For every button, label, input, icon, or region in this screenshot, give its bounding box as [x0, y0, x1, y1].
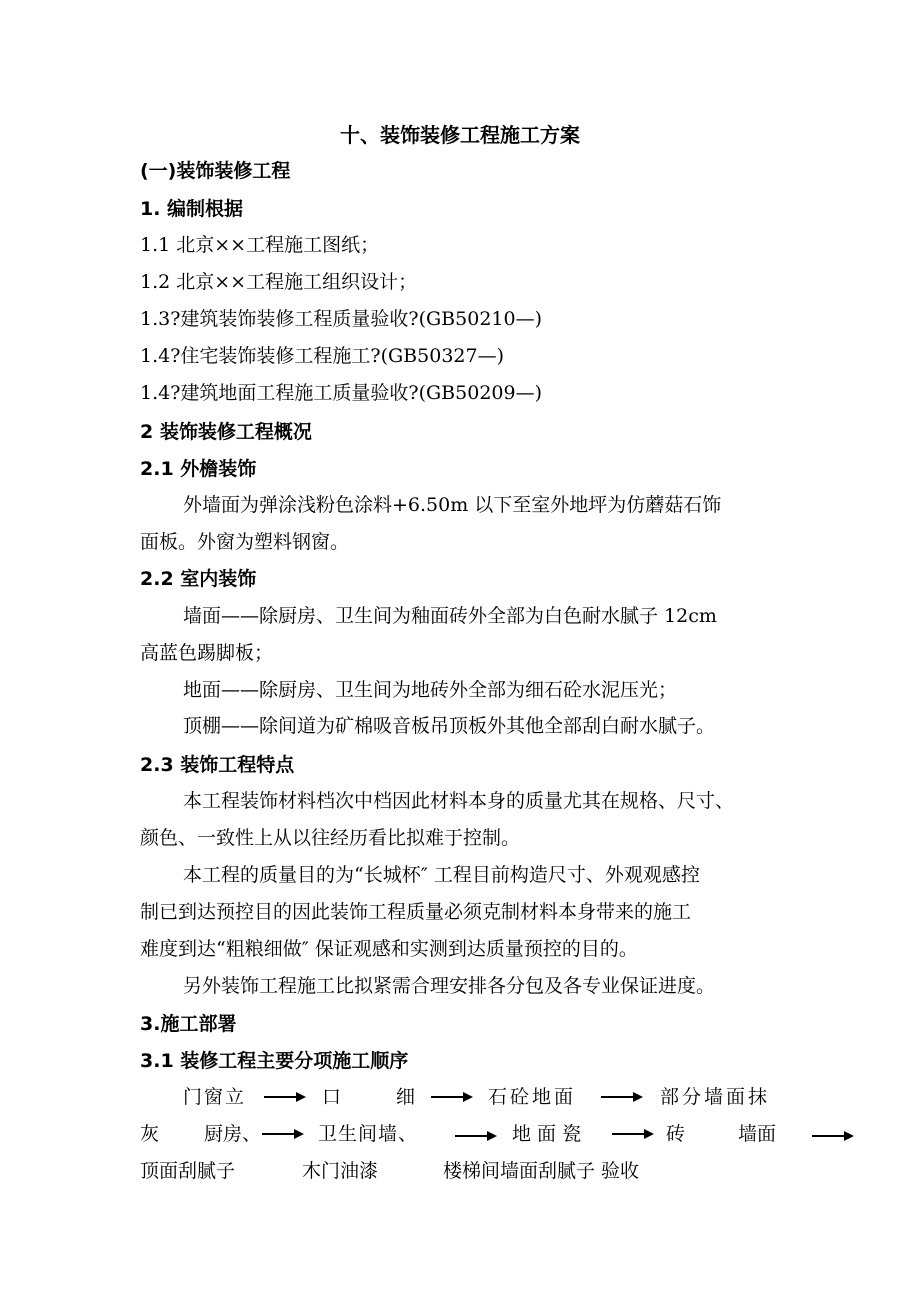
arrow-right-icon [612, 1129, 654, 1139]
arrow-right-icon [601, 1092, 643, 1102]
paragraph-line: 颜色、一致性上从以往经历看比拟难于控制。 [140, 827, 521, 849]
sequence-step: 石砼地面 [488, 1086, 577, 1108]
paragraph-line: 本工程装饰材料档次中档因此材料本身的质量尤其在规格、尺寸、 [183, 790, 735, 812]
exterior-heading: 2.1 外檐装饰 [140, 458, 257, 480]
interior-heading: 2.2 室内装饰 [140, 568, 257, 590]
basis-item: 1.4?住宅装饰装修工程施工?(GB50327—) [140, 345, 504, 367]
sequence-step: 墙面 [738, 1123, 777, 1145]
sequence-step: 口 [322, 1086, 342, 1108]
basis-item: 1.2 北京××工程施工组织设计； [140, 271, 418, 293]
paragraph-line: 地面——除厨房、卫生间为地砖外全部为细石砼水泥压光； [183, 679, 678, 701]
sequence-step: 地 面 瓷 [512, 1123, 582, 1145]
paragraph-line: 面板。外窗为塑料钢窗。 [140, 531, 350, 553]
deployment-heading: 3.施工部署 [140, 1013, 237, 1035]
paragraph-line: 本工程的质量目的为“长城杯″ 工程目前构造尺寸、外观观感控 [183, 864, 700, 886]
paragraph-line: 另外装饰工程施工比拟紧需合理安排各分包及各专业保证进度。 [183, 975, 716, 997]
arrow-right-icon [812, 1131, 854, 1141]
paragraph-line: 高蓝色踢脚板； [140, 642, 274, 664]
basis-item: 1.1 北京××工程施工图纸； [140, 234, 380, 256]
paragraph-line: 难度到达“粗粮细做″ 保证观感和实测到达质量预控的目的。 [140, 938, 638, 960]
sequence-step: 砖 [666, 1123, 686, 1145]
basis-heading: 1. 编制根据 [140, 198, 244, 220]
arrow-right-icon [264, 1092, 306, 1102]
sequence-step: 顶面刮腻子 [140, 1160, 236, 1182]
basis-item: 1.4?建筑地面工程施工质量验收?(GB50209—) [140, 382, 542, 404]
arrow-right-icon [431, 1092, 473, 1102]
sequence-step: 楼梯间墙面刮腻子 验收 [443, 1160, 640, 1182]
basis-item: 1.3?建筑装饰装修工程质量验收?(GB50210—) [140, 308, 542, 330]
sequence-step: 门窗立 [183, 1086, 247, 1108]
sequence-step: 细 [396, 1086, 416, 1108]
arrow-right-icon [455, 1131, 497, 1141]
page-title: 十、装饰装修工程施工方案 [340, 123, 580, 147]
sequence-heading: 3.1 装修工程主要分项施工顺序 [140, 1050, 409, 1072]
sequence-step: 厨房、 [204, 1123, 262, 1145]
section-heading: (一)装饰装修工程 [140, 160, 291, 182]
sequence-step: 木门油漆 [302, 1160, 379, 1182]
arrow-right-icon [262, 1129, 304, 1139]
features-heading: 2.3 装饰工程特点 [140, 754, 295, 776]
paragraph-line: 制已到达预控目的因此装饰工程质量必须克制材料本身带来的施工 [140, 901, 692, 923]
paragraph-line: 墙面——除厨房、卫生间为釉面砖外全部为白色耐水腻子 12cm [183, 605, 717, 627]
sequence-step: 卫生间墙、 [318, 1123, 419, 1145]
sequence-step: 灰 [140, 1123, 160, 1145]
sequence-step: 部分墙面抹 [660, 1086, 771, 1108]
paragraph-line: 顶棚——除间道为矿棉吸音板吊顶板外其他全部刮白耐水腻子。 [183, 715, 716, 737]
paragraph-line: 外墙面为弹涂浅粉色涂料+6.50m 以下至室外地坪为仿蘑菇石饰 [183, 494, 722, 516]
overview-heading: 2 装饰装修工程概况 [140, 421, 312, 443]
